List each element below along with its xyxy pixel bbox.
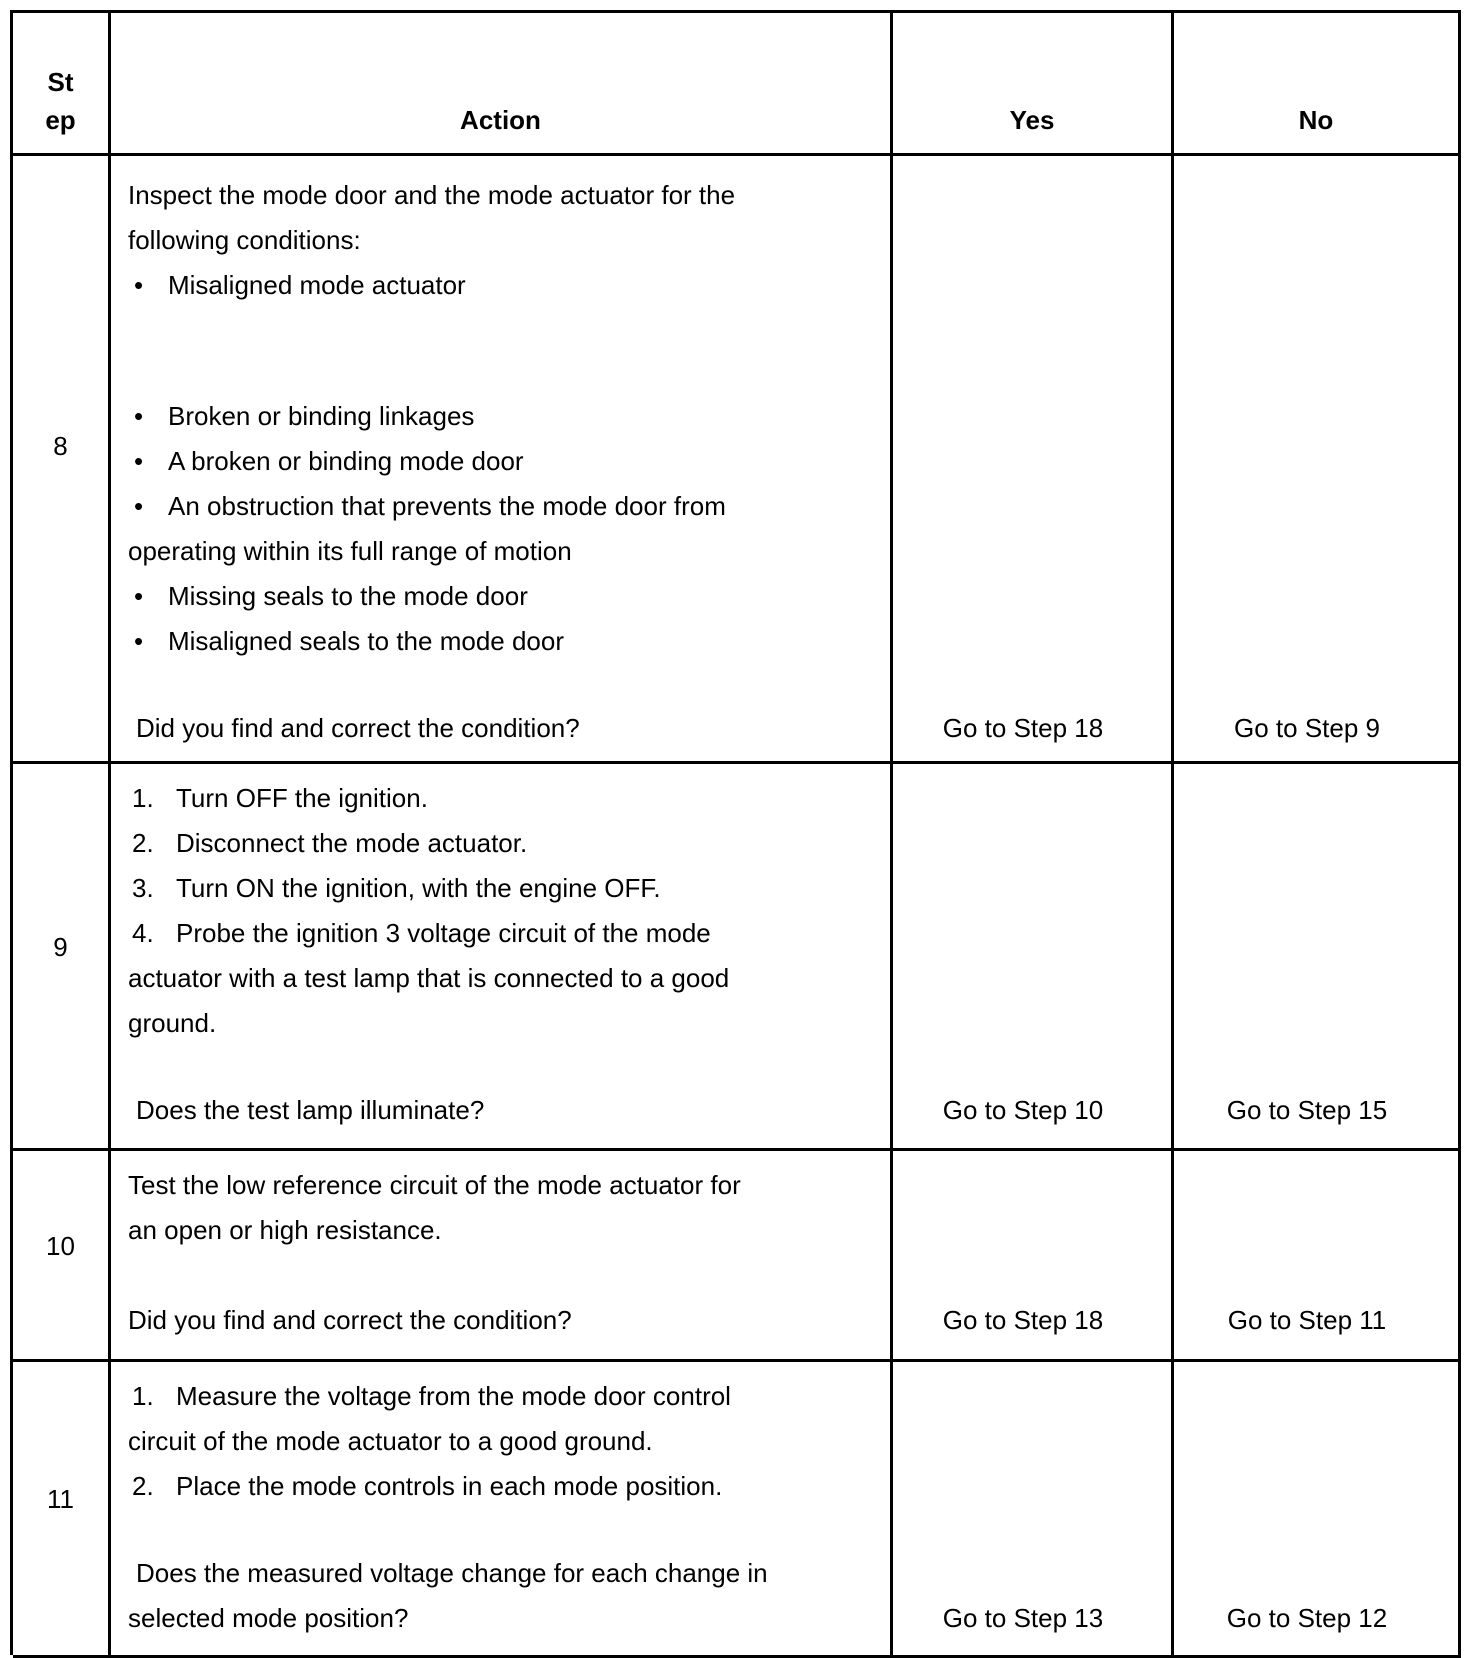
- bullet-item: • Misaligned mode actuator: [168, 270, 466, 300]
- step-9-cell: [13, 764, 111, 1151]
- action-text: Inspect the mode door and the mode actuator for the: [128, 180, 736, 210]
- header-step-line2: ep: [45, 105, 76, 135]
- action-question: Did you find and correct the condition?: [136, 713, 580, 743]
- item-text: Probe the ignition 3 voltage circuit of the mode: [176, 918, 711, 948]
- header-step-line1: St: [47, 67, 74, 97]
- no-link[interactable]: Go to Step 9: [1234, 713, 1380, 743]
- step-number: 11: [47, 1484, 74, 1514]
- step-10-no-cell: [1174, 1151, 1461, 1362]
- step-9-no-cell: [1174, 764, 1461, 1151]
- item-continuation: circuit of the mode actuator to a good ground.: [128, 1426, 653, 1456]
- item-number: 1.: [132, 1381, 154, 1411]
- numbered-item: [132, 783, 428, 813]
- bullet-item: • Missing seals to the mode door: [168, 581, 528, 611]
- yes-link[interactable]: Go to Step 18: [942, 1305, 1104, 1335]
- item-text: Disconnect the mode actuator.: [176, 828, 528, 858]
- no-link[interactable]: Go to Step 12: [1226, 1603, 1388, 1633]
- header-step-cell: [13, 13, 111, 156]
- item-number: 2.: [132, 828, 154, 858]
- step-11-cell: [13, 1362, 111, 1658]
- item-continuation: actuator with a test lamp that is connected to a good: [128, 963, 730, 993]
- numbered-item: [132, 918, 711, 948]
- item-text: Place the mode controls in each mode position.: [176, 1471, 723, 1501]
- step-11-action-cell: [111, 1362, 893, 1658]
- action-question: Did you find and correct the condition?: [128, 1305, 572, 1335]
- numbered-item: [132, 873, 661, 903]
- item-text: Turn OFF the ignition.: [176, 783, 428, 813]
- header-no: No: [1298, 105, 1334, 135]
- bullet-item: • Broken or binding linkages: [168, 401, 474, 431]
- step-8-no-cell: [1174, 156, 1461, 764]
- numbered-item: [132, 1471, 723, 1501]
- step-number: 9: [53, 932, 68, 962]
- step-9-action-cell: [111, 764, 893, 1151]
- action-question: selected mode position?: [128, 1603, 409, 1633]
- bullet-item-continuation: operating within its full range of motion: [128, 536, 572, 566]
- step-number: 8: [53, 431, 68, 461]
- header-no-cell: [1174, 13, 1461, 156]
- step-10-yes-cell: [893, 1151, 1174, 1362]
- item-number: 3.: [132, 873, 154, 903]
- header-yes: Yes: [1009, 105, 1055, 135]
- bullet-item: • A broken or binding mode door: [168, 446, 524, 476]
- yes-link[interactable]: Go to Step 13: [942, 1603, 1104, 1633]
- step-11-yes-cell: [893, 1362, 1174, 1658]
- numbered-item: [132, 828, 528, 858]
- action-text: Test the low reference circuit of the mode actuator for: [128, 1170, 741, 1200]
- action-question: Does the test lamp illuminate?: [136, 1095, 485, 1125]
- step-number: 10: [46, 1231, 75, 1261]
- action-text: an open or high resistance.: [128, 1215, 442, 1245]
- item-text: Measure the voltage from the mode door control: [176, 1381, 731, 1411]
- item-number: 2.: [132, 1471, 154, 1501]
- item-number: 1.: [132, 783, 154, 813]
- item-continuation: ground.: [128, 1008, 217, 1038]
- step-9-yes-cell: [893, 764, 1174, 1151]
- yes-link[interactable]: Go to Step 18: [942, 713, 1104, 743]
- step-11-no-cell: [1174, 1362, 1461, 1658]
- step-10-cell: [13, 1151, 111, 1362]
- header-yes-cell: [893, 13, 1174, 156]
- yes-link[interactable]: Go to Step 10: [942, 1095, 1104, 1125]
- step-10-action-cell: [111, 1151, 893, 1362]
- item-text: Turn ON the ignition, with the engine OFF.: [176, 873, 661, 903]
- header-action-cell: [111, 13, 893, 156]
- action-text: following conditions:: [128, 225, 361, 255]
- no-link[interactable]: Go to Step 11: [1227, 1305, 1387, 1335]
- item-number: 4.: [132, 918, 154, 948]
- numbered-item: [132, 1381, 731, 1411]
- step-8-yes-cell: [893, 156, 1174, 764]
- step-8-action-cell: [111, 156, 893, 764]
- bullet-item: • An obstruction that prevents the mode door from: [168, 491, 726, 521]
- bullet-item: • Misaligned seals to the mode door: [168, 626, 564, 656]
- diagnostic-table: [10, 10, 1461, 1655]
- step-8-cell: [13, 156, 111, 764]
- action-question: Does the measured voltage change for each change in: [136, 1558, 768, 1588]
- header-action: Action: [460, 105, 541, 135]
- no-link[interactable]: Go to Step 15: [1226, 1095, 1388, 1125]
